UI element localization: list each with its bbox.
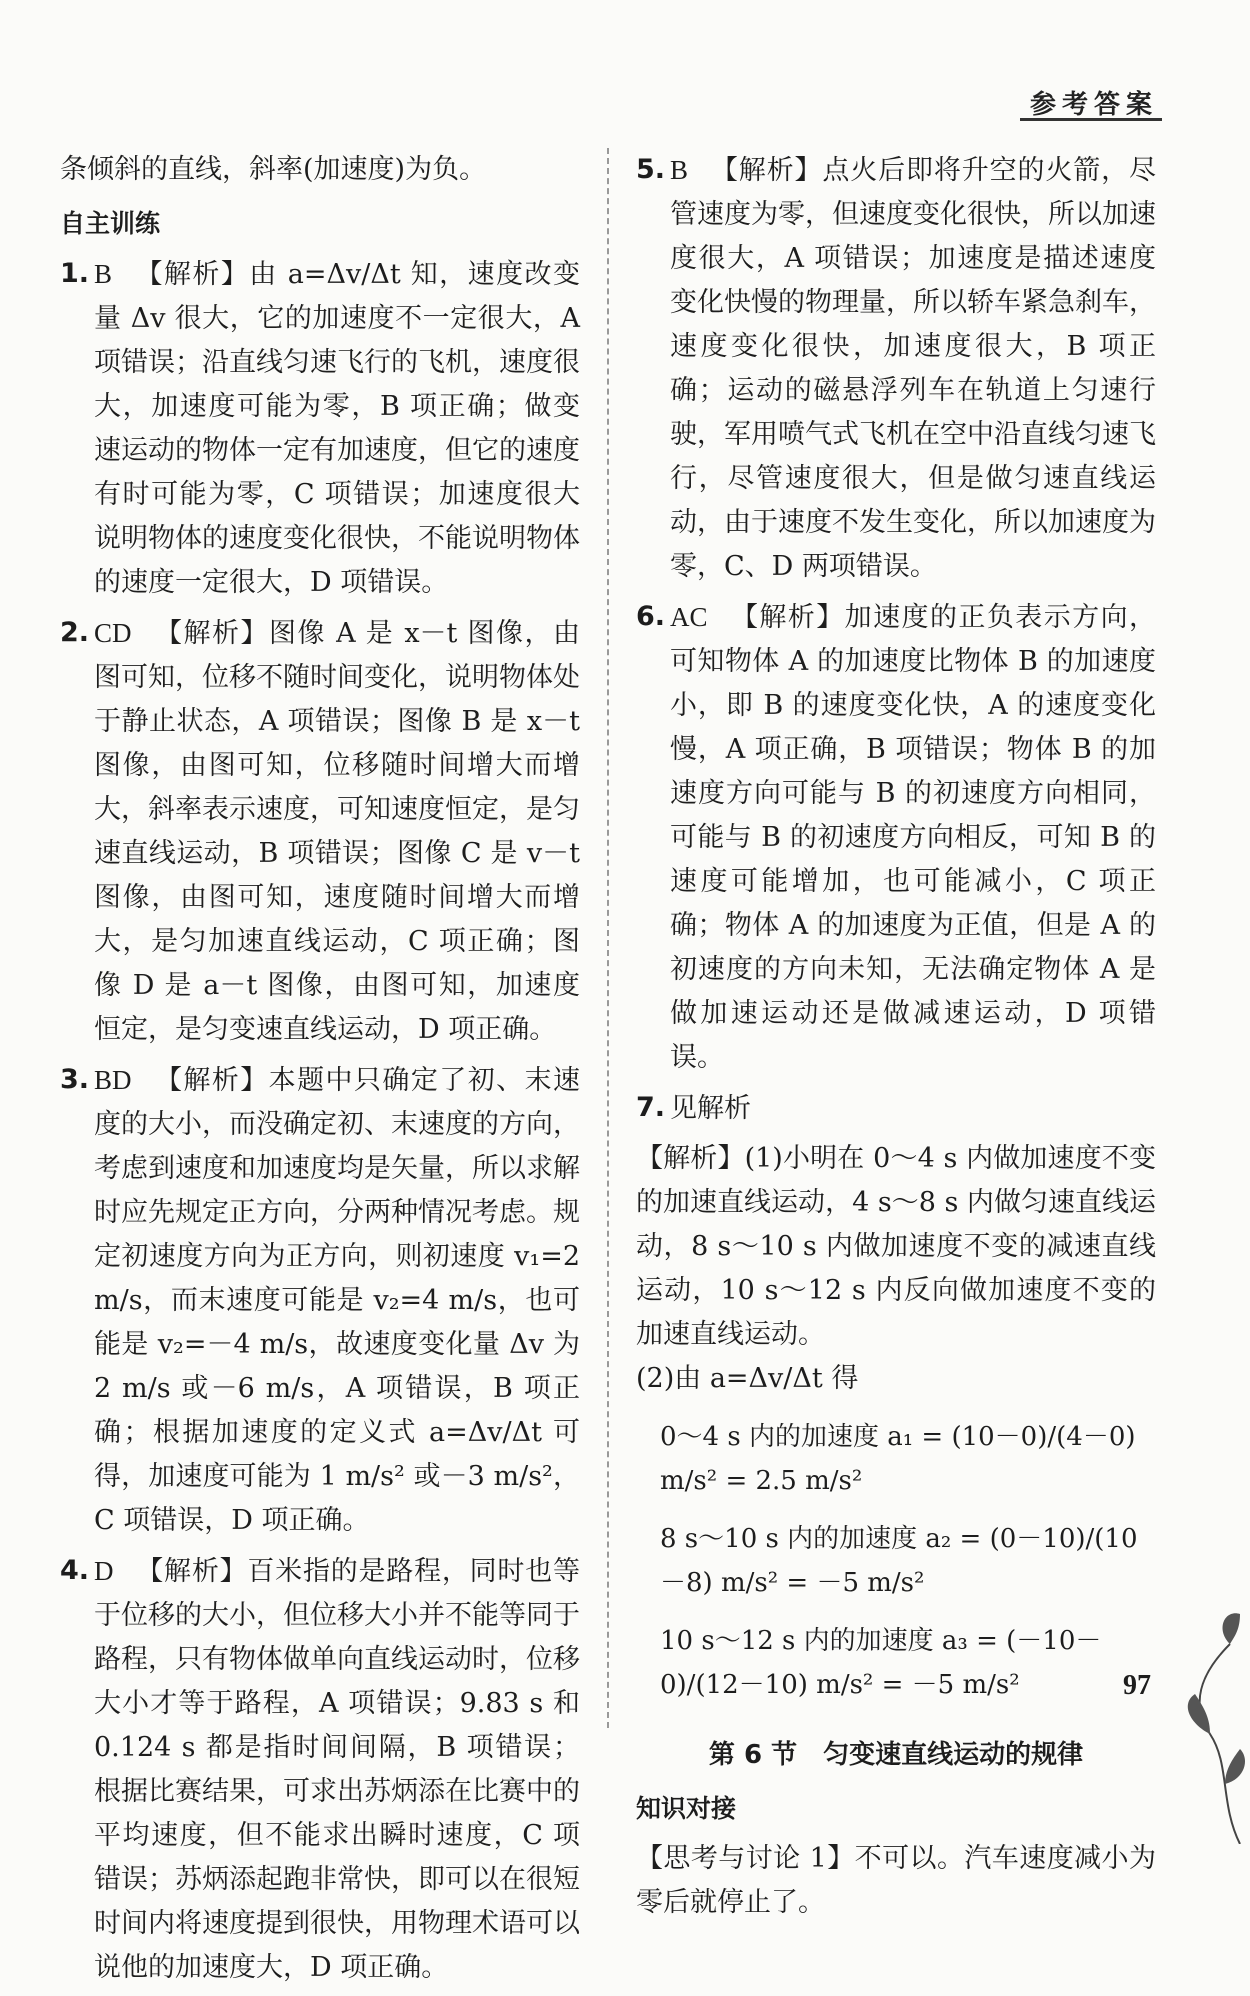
answer-choice: 见解析 xyxy=(670,1093,751,1123)
question-number: 4. xyxy=(60,1555,90,1586)
chapter-heading: 第 6 节 匀变速直线运动的规律 xyxy=(708,1740,1084,1770)
section-heading: 自主训练 xyxy=(60,209,161,238)
equation-a2: 8 s～10 s 内的加速度 a₂ = (0－10)/(10－8) m/s² = －5 m/s² xyxy=(660,1524,1138,1598)
equation-a1: 0～4 s 内的加速度 a₁ = (10－0)/(4－0) m/s² = 2.5 m/s² xyxy=(660,1422,1136,1496)
question-number: 5. xyxy=(636,154,666,185)
answer-item-2 xyxy=(60,611,580,1052)
answer-item-3 xyxy=(60,1058,580,1543)
intro-text: 条倾斜的直线，斜率(加速度)为负。 xyxy=(60,154,487,185)
column-divider xyxy=(607,148,609,1728)
explanation: 【解析】百米指的是路程，同时也等于位移的大小，但位移大小并不能等同于路程，只有物体做单向直线运动时，位移大小才等于路程，A 项错误；9.83 s 和 0.124 s 都是指时间间隔，B 项错误；根据比赛结果，可求出苏炳添在比赛中的平均速度，但不能求出瞬时速度，C 项错误；苏炳添起跑非常快，即可以在很短时间内将速度提到很快，用物理术语可以说他的加速度大，D 项正确。 xyxy=(94,1556,580,1983)
header-title: 参考答案 xyxy=(1029,90,1158,120)
section-heading-knowledge: 知识对接 xyxy=(636,1794,737,1823)
answer-choice: D xyxy=(94,1556,114,1586)
vine-decoration-icon xyxy=(1170,1584,1250,1844)
answer-choice: AC xyxy=(670,602,708,632)
left-column xyxy=(60,148,580,1996)
header-rule xyxy=(1020,118,1162,121)
answer-item-1 xyxy=(60,252,580,605)
question-number: 2. xyxy=(60,617,90,648)
question-number: 7. xyxy=(636,1092,666,1123)
page-number: 97 xyxy=(1123,1670,1151,1701)
answer-choice: B xyxy=(670,155,689,185)
answer-choice: B xyxy=(94,259,113,289)
discussion-text: 【思考与讨论 1】不可以。汽车速度减小为零后就停止了。 xyxy=(636,1843,1156,1918)
explanation: 【解析】加速度的正负表示方向，可知物体 A 的加速度比物体 B 的加速度小，即 B 的速度变化快，A 的速度变化慢，A 项正确，B 项错误；物体 B 的加速度方向可能与 B 的初速度方向相同，可能与 B 的初速度方向相反，可知 B 的速度可能增加，也可能减小，C 项正确；物体 A 的加速度为正值，但是 A 的初速度的方向未知，无法确定物体 A 是做加速运动还是做减速运动，D 项错误。 xyxy=(670,602,1156,1073)
equation-a3: 10 s～12 s 内的加速度 a₃ = (－10－0)/(12－10) m/s² = －5 m/s² xyxy=(660,1626,1102,1700)
answer-choice: CD xyxy=(94,618,132,648)
answer-choice: BD xyxy=(94,1065,132,1095)
answer-item-4 xyxy=(60,1549,580,1990)
answer-item-6 xyxy=(636,595,1156,1080)
explanation: 【解析】本题中只确定了初、末速度的大小，而没确定初、末速度的方向，考虑到速度和加速度均是矢量，所以求解时应先规定正方向，分两种情况考虑。规定初速度方向为正方向，则初速度 v₁=2 m/s，而末速度可能是 v₂=4 m/s，也可能是 v₂=－4 m/s，故速度变化量 Δv 为 2 m/s 或－6 m/s，A 项错误，B 项正确；根据加速度的定义式 a=Δv/Δt 可得，加速度可能为 1 m/s² 或－3 m/s²，C 项错误，D 项正确。 xyxy=(94,1065,580,1536)
q7-part2: (2)由 a=Δv/Δt 得 xyxy=(636,1363,859,1394)
right-column xyxy=(636,148,1156,1925)
q7-part1: 【解析】(1)小明在 0～4 s 内做加速度不变的加速直线运动，4 s～8 s 内做匀速直线运动，8 s～10 s 内做加速度不变的减速直线运动，10 s～12 s 内反向做加速度不变的加速直线运动。 xyxy=(636,1143,1156,1350)
explanation: 【解析】点火后即将升空的火箭，尽管速度为零，但速度变化很快，所以加速度很大，A 项错误；加速度是描述速度变化快慢的物理量，所以轿车紧急刹车，速度变化很快，加速度很大，B 项正确；运动的磁悬浮列车在轨道上匀速行驶，军用喷气式飞机在空中沿直线匀速飞行，尽管速度很大，但是做匀速直线运动，由于速度不发生变化，所以加速度为零，C、D 两项错误。 xyxy=(670,155,1156,582)
question-number: 1. xyxy=(60,258,90,289)
answer-item-5 xyxy=(636,148,1156,589)
explanation: 【解析】图像 A 是 x－t 图像，由图可知，位移不随时间变化，说明物体处于静止状态，A 项错误；图像 B 是 x－t 图像，由图可知，位移随时间增大而增大，斜率表示速度，可知速度恒定，是匀速直线运动，B 项错误；图像 C 是 v－t 图像，由图可知，速度随时间增大而增大，是匀加速直线运动，C 项正确；图像 D 是 a－t 图像，由图可知，加速度恒定，是匀变速直线运动，D 项正确。 xyxy=(94,618,580,1045)
explanation: 【解析】由 a=Δv/Δt 知，速度改变量 Δv 很大，它的加速度不一定很大，A 项错误；沿直线匀速飞行的飞机，速度很大，加速度可能为零，B 项正确；做变速运动的物体一定有加速度，但它的速度有时可能为零，C 项错误；加速度很大说明物体的速度变化很快，不能说明物体的速度一定很大，D 项错误。 xyxy=(94,259,580,598)
question-number: 6. xyxy=(636,601,666,632)
question-number: 3. xyxy=(60,1064,90,1095)
answer-item-7 xyxy=(636,1086,1156,1131)
